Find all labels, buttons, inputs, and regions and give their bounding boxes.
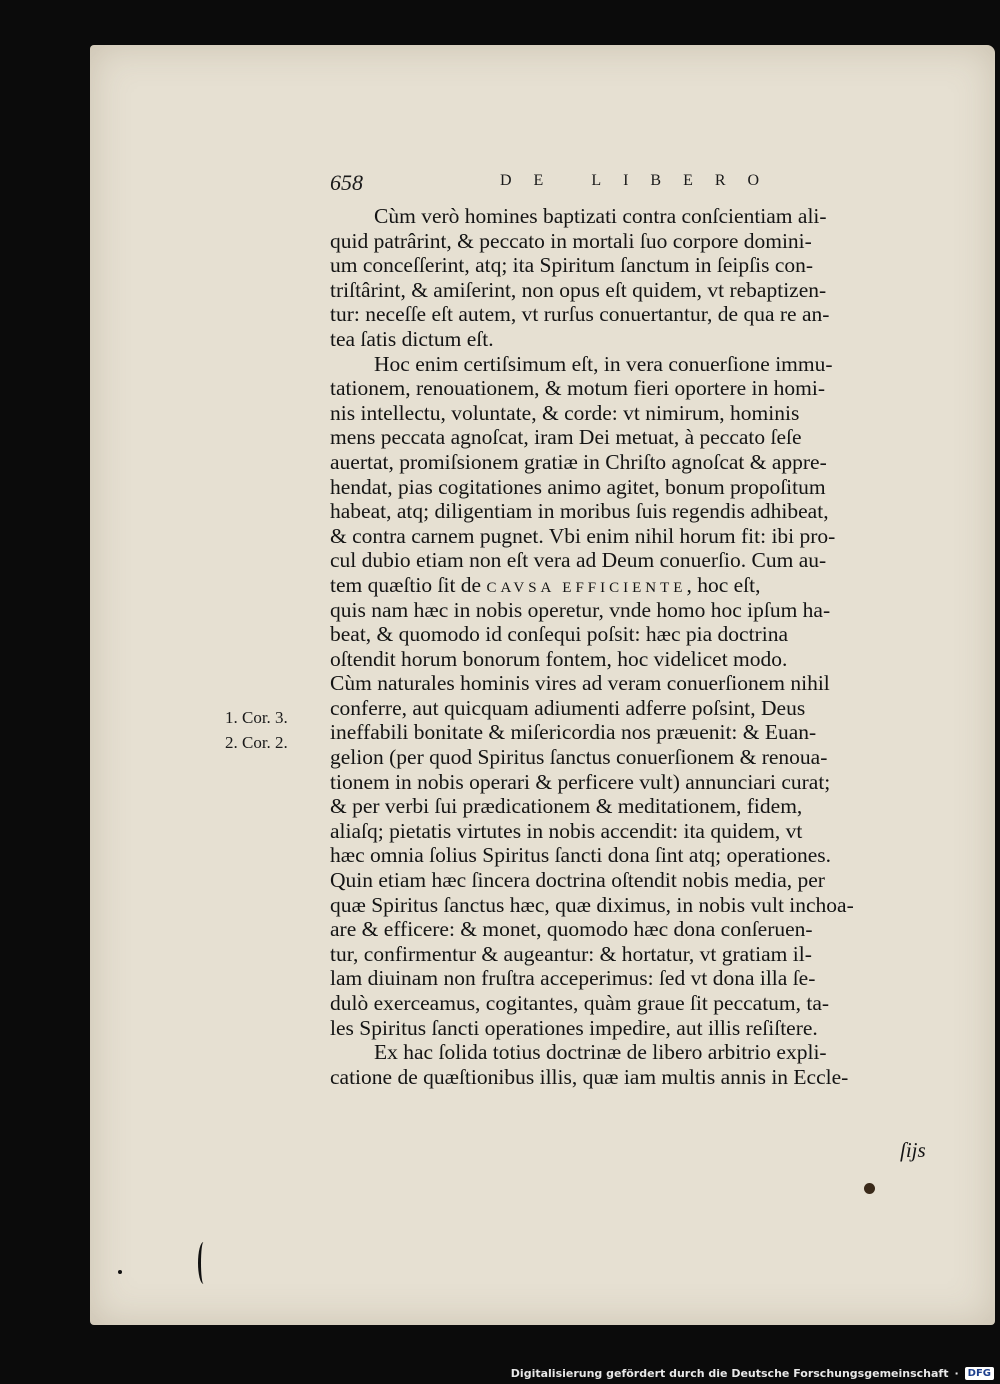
text-line: ineffabili bonitate & miſericordia nos præuenit: & Euan-	[330, 720, 817, 745]
digitization-credit: Digitalisierung gefördert durch die Deutsche Forschungsgemeinschaft	[510, 1366, 949, 1380]
text-line: lam diuinam non fruſtra acceperimus: ſed vt dona illa ſe-	[330, 966, 816, 991]
text-line: oſtendit horum bonorum fontem, hoc videlicet modo.	[330, 646, 788, 671]
text-line: auertat, promiſsionem gratiæ in Chriſto agnoſcat & appre-	[330, 449, 827, 474]
text-line: dulò exerceamus, cogitantes, quàm graue ſit peccatum, ta-	[330, 991, 830, 1015]
text-line: cul dubio etiam non eſt vera ad Deum conuerſio. Cum au-	[330, 548, 827, 573]
text-line: tur, confirmentur & augeantur: & hortatur, vt gratiam il-	[330, 941, 812, 966]
text-line: tationem, renouationem, & motum fieri oportere in homi-	[330, 376, 825, 401]
page-header	[330, 170, 950, 200]
causa-after: , hoc eſt,	[686, 572, 761, 597]
text-line: tionem in nobis operari & perficere vult) annunciari curat;	[330, 769, 831, 794]
text-line: les Spiritus ſancti operationes impedire, aut illis reſiſtere.	[330, 1015, 818, 1040]
text-line: tea ſatis dictum eſt.	[330, 326, 494, 351]
text-line: quis nam hæc in nobis operetur, vnde homo hoc ipſum ha-	[330, 597, 831, 622]
text-line: quid patrârint, & peccato in mortali ſuo corpore domini-	[330, 228, 812, 253]
text-line: Hoc enim certiſsimum eſt, in vera conuerſione immu-	[374, 351, 833, 376]
text-line: um conceſſerint, atq; ita Spiritum ſanctum in ſeipſis con-	[330, 253, 814, 278]
ink-dot	[864, 1183, 875, 1194]
text-line: & contra carnem pugnet. Vbi enim nihil horum fit: ibi pro-	[330, 523, 836, 548]
text-line: Cùm naturales hominis vires ad veram conuerſionem nihil	[330, 671, 830, 696]
text-line: quæ Spiritus ſanctus hæc, quæ diximus, in nobis vult inchoa-	[330, 892, 854, 917]
margin-note: 2. Cor. 2.	[225, 733, 288, 752]
causa-before: tem quæſtio ſit de	[330, 572, 482, 597]
ink-speck	[118, 1270, 122, 1274]
text-line: mens peccata agnoſcat, iram Dei metuat, à peccato ſeſe	[330, 425, 802, 450]
text-line: habeat, atq; diligentiam in moribus ſuis regendis adhibeat,	[330, 499, 829, 524]
text-line: gelion (per quod Spiritus ſanctus conuerſionem & renoua-	[330, 745, 828, 770]
text-line: & per verbi ſui prædicationem & meditationem, fidem,	[330, 794, 803, 819]
text-line: catione de quæſtionibus illis, quæ iam multis annis in Eccle-	[330, 1064, 849, 1089]
dfg-logo: DFG	[965, 1367, 994, 1380]
text-line: Cùm verò homines baptizati contra conſcientiam ali-	[374, 204, 827, 228]
text-line: triſtârint, & amiſerint, non opus eſt quidem, vt rebaptizen-	[330, 277, 827, 302]
text-line: conferre, aut quicquam adiumenti adferre poſsint, Deus	[330, 695, 806, 720]
text-line: are & efficere: & monet, quomodo hæc dona conſeruen-	[330, 917, 813, 942]
text-line: aliaſq; pietatis virtutes in nobis accendit: ita quidem, vt	[330, 818, 803, 843]
body-text	[330, 204, 950, 1089]
causa-efficiente: CAVSA EFFICIENTE	[486, 579, 687, 596]
margin-note: 1. Cor. 3.	[225, 708, 288, 727]
text-line: beat, & quomodo id conſequi poſsit: hæc pia doctrina	[330, 622, 788, 647]
text-line-causa	[330, 573, 950, 598]
catchword: ſijs	[900, 1138, 926, 1162]
footer-bar	[0, 1362, 994, 1384]
text-line: tur: neceſſe eſt autem, vt rurſus conuertantur, de qua re an-	[330, 302, 830, 327]
page-number: 658	[330, 170, 363, 195]
text-line: Quin etiam hæc ſincera doctrina oſtendit nobis media, per	[330, 868, 825, 893]
text-line: hæc omnia ſolius Spiritus ſancti dona ſint atq; operationes.	[330, 843, 831, 868]
text-line: Ex hac ſolida totius doctrinæ de libero arbitrio expli-	[374, 1040, 827, 1065]
text-line: nis intellectu, voluntate, & corde: vt nimirum, hominis	[330, 400, 800, 425]
text-line: hendat, pias cogitationes animo agitet, bonum propoſitum	[330, 474, 826, 499]
footer-separator: ·	[954, 1366, 959, 1380]
bracket-mark	[198, 1242, 209, 1284]
marginal-notes	[225, 705, 288, 755]
running-head: DE LIBERO	[500, 172, 782, 189]
